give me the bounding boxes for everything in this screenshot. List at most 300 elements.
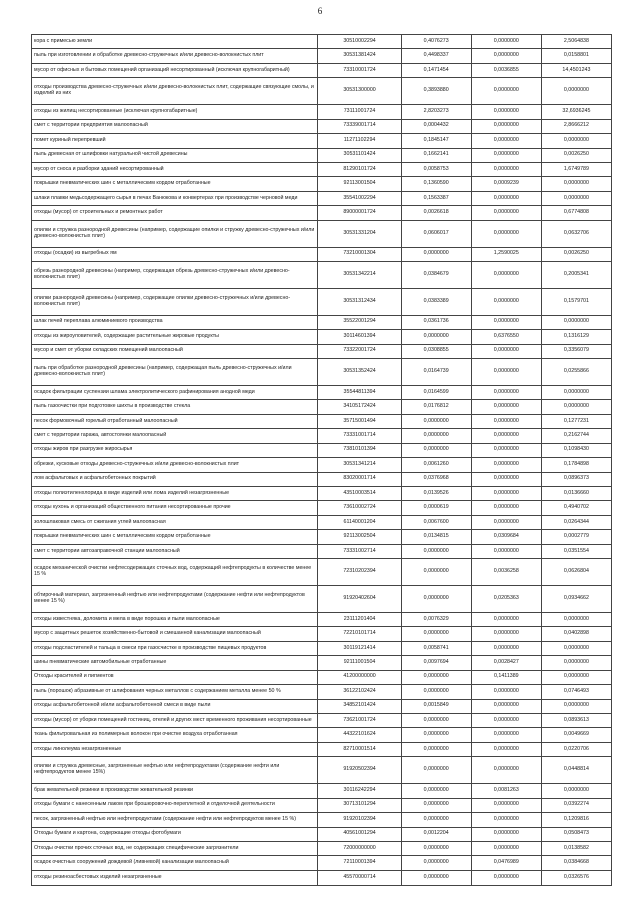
quantity-cell-2: 0,0000000 bbox=[471, 827, 541, 841]
quantity-cell-3: 0,3356079 bbox=[541, 344, 611, 358]
waste-code-cell: 35522001294 bbox=[318, 315, 401, 329]
table-row bbox=[32, 247, 612, 261]
quantity-cell-1: 0,0000000 bbox=[401, 414, 471, 428]
table-row bbox=[32, 486, 612, 500]
waste-name-cell: Отходы очистки прочих сточных вод, не содержащих специфические загрязнители bbox=[32, 841, 318, 855]
quantity-cell-1: 0,4076273 bbox=[401, 35, 471, 49]
quantity-cell-3: 32,6936245 bbox=[541, 105, 611, 119]
table-row bbox=[32, 728, 612, 742]
quantity-cell-1: 0,1563387 bbox=[401, 191, 471, 205]
quantity-cell-3: 0,0136660 bbox=[541, 486, 611, 500]
waste-code-cell: 92113001504 bbox=[318, 177, 401, 191]
quantity-cell-2: 0,0000000 bbox=[471, 206, 541, 220]
waste-code-cell: 72310202394 bbox=[318, 559, 401, 586]
quantity-cell-3: 0,0000000 bbox=[541, 385, 611, 399]
quantity-cell-3: 0,0000000 bbox=[541, 177, 611, 191]
quantity-cell-1: 0,0000000 bbox=[401, 841, 471, 855]
waste-name-cell: ткань фильтровальная из полимерных волокон при очистке воздуха отработанная bbox=[32, 728, 318, 742]
quantity-cell-1: 0,0376968 bbox=[401, 472, 471, 486]
table-row bbox=[32, 458, 612, 472]
table-row bbox=[32, 515, 612, 529]
waste-name-cell: осадок фильтрации суспензии шлама электролитического рафинирования анодной меди bbox=[32, 385, 318, 399]
quantity-cell-2: 0,0000000 bbox=[471, 358, 541, 385]
quantity-cell-2: 0,0000000 bbox=[471, 315, 541, 329]
quantity-cell-1: 2,8203273 bbox=[401, 105, 471, 119]
waste-code-cell: 30114601394 bbox=[318, 330, 401, 344]
waste-code-cell: 23111201404 bbox=[318, 612, 401, 626]
quantity-cell-2: 0,0000000 bbox=[471, 813, 541, 827]
waste-name-cell: отходы линолеума незагрязненные bbox=[32, 742, 318, 756]
table-row bbox=[32, 586, 612, 613]
table-row bbox=[32, 177, 612, 191]
quantity-cell-2: 0,0000000 bbox=[471, 78, 541, 105]
quantity-cell-2: 0,6376550 bbox=[471, 330, 541, 344]
quantity-cell-1: 0,0000000 bbox=[401, 443, 471, 457]
waste-name-cell: брак жевательной резинки в производстве жевательной резинки bbox=[32, 784, 318, 798]
waste-code-cell: 36122102424 bbox=[318, 685, 401, 699]
quantity-cell-3: 0,0000000 bbox=[541, 784, 611, 798]
quantity-cell-3: 0,0326576 bbox=[541, 870, 611, 885]
waste-name-cell: отходы подсластителей и тальца в смеси при газосчистке в производстве пищевых продуктов bbox=[32, 641, 318, 655]
quantity-cell-2: 0,0000000 bbox=[471, 612, 541, 626]
waste-name-cell: обрезки, кусковые отходы древесно-стружечных и/или древесно-волокнистых плит bbox=[32, 458, 318, 472]
waste-name-cell: шлаки плавки медьсодержащего сырья в печах Ванюкова и конвертерах при производстве черновой меди bbox=[32, 191, 318, 205]
table-row bbox=[32, 429, 612, 443]
quantity-cell-2: 0,0000000 bbox=[471, 870, 541, 885]
quantity-cell-1: 0,0000000 bbox=[401, 247, 471, 261]
page-number: 6 bbox=[317, 6, 323, 16]
table-row bbox=[32, 841, 612, 855]
waste-name-cell: Отходы красителей и пигментов bbox=[32, 670, 318, 684]
table-row bbox=[32, 544, 612, 558]
waste-code-cell: 30116242294 bbox=[318, 784, 401, 798]
quantity-cell-1: 0,0058753 bbox=[401, 162, 471, 176]
waste-name-cell: осадок механической очистки нефтесодержащих сточных вод, содержащий нефтепродукты в количестве менее 15 % bbox=[32, 559, 318, 586]
table-row bbox=[32, 443, 612, 457]
waste-code-cell: 73610002724 bbox=[318, 501, 401, 515]
quantity-cell-2: 0,0000000 bbox=[471, 148, 541, 162]
waste-code-cell: 35544811394 bbox=[318, 385, 401, 399]
quantity-cell-1: 0,1845147 bbox=[401, 134, 471, 148]
waste-name-cell: осадок очистных сооружений дождевой (ливневой) канализации малоопасный bbox=[32, 856, 318, 870]
quantity-cell-3: 0,0002779 bbox=[541, 530, 611, 544]
waste-code-cell: 73322001724 bbox=[318, 344, 401, 358]
quantity-cell-3: 0,0026250 bbox=[541, 247, 611, 261]
quantity-cell-1: 0,0061260 bbox=[401, 458, 471, 472]
waste-code-cell: 35541002294 bbox=[318, 191, 401, 205]
quantity-cell-2: 0,0000000 bbox=[471, 685, 541, 699]
quantity-cell-3: 0,0392274 bbox=[541, 798, 611, 812]
waste-code-cell: 30531341214 bbox=[318, 458, 401, 472]
table-row bbox=[32, 148, 612, 162]
quantity-cell-2: 0,0000000 bbox=[471, 641, 541, 655]
waste-code-cell: 83020001714 bbox=[318, 472, 401, 486]
waste-code-cell: 73111001724 bbox=[318, 105, 401, 119]
waste-name-cell: отходы полиэтиленхлорида в виде изделий или лома изделий незагрязненные bbox=[32, 486, 318, 500]
quantity-cell-3: 0,1316129 bbox=[541, 330, 611, 344]
waste-name-cell: обтирочный материал, загрязненный нефтью или нефтепродуктами (содержание нефти или нефтепродуктов менее 15 %) bbox=[32, 586, 318, 613]
waste-code-cell: 73621001724 bbox=[318, 713, 401, 727]
quantity-cell-3: 0,0448814 bbox=[541, 757, 611, 784]
quantity-cell-2: 0,0000000 bbox=[471, 49, 541, 63]
waste-name-cell: отходы из жилищ несортированные (исключая крупногабаритные) bbox=[32, 105, 318, 119]
quantity-cell-3: 0,0893613 bbox=[541, 713, 611, 727]
quantity-cell-3: 0,1209816 bbox=[541, 813, 611, 827]
table-row bbox=[32, 262, 612, 289]
waste-code-cell: 73310001724 bbox=[318, 63, 401, 77]
table-row bbox=[32, 742, 612, 756]
waste-name-cell: отходы жиров при разгрузке жиросырья bbox=[32, 443, 318, 457]
table-row bbox=[32, 105, 612, 119]
quantity-cell-3: 0,0746493 bbox=[541, 685, 611, 699]
quantity-cell-3: 0,0000000 bbox=[541, 699, 611, 713]
table-row bbox=[32, 856, 612, 870]
quantity-cell-1: 0,0000000 bbox=[401, 330, 471, 344]
quantity-cell-1: 0,0000000 bbox=[401, 798, 471, 812]
table-row bbox=[32, 612, 612, 626]
waste-code-cell: 73339001714 bbox=[318, 119, 401, 133]
table-row bbox=[32, 798, 612, 812]
quantity-cell-1: 0,0000000 bbox=[401, 670, 471, 684]
waste-name-cell: песок, загрязненный нефтью или нефтепродуктами (содержание нефти или нефтепродуктов менее 15 %) bbox=[32, 813, 318, 827]
quantity-cell-1: 0,0000000 bbox=[401, 713, 471, 727]
quantity-cell-1: 0,0058741 bbox=[401, 641, 471, 655]
quantity-cell-1: 0,0067600 bbox=[401, 515, 471, 529]
quantity-cell-2: 0,0036855 bbox=[471, 63, 541, 77]
quantity-cell-2: 0,0000000 bbox=[471, 429, 541, 443]
waste-name-cell: опилки и стружка разнородной древесины (например, содержащие опилки и стружку древесно-стружечных и/или древесно-волокнистых плит) bbox=[32, 220, 318, 247]
quantity-cell-1: 0,0384679 bbox=[401, 262, 471, 289]
waste-code-cell: 81290101724 bbox=[318, 162, 401, 176]
table-row bbox=[32, 220, 612, 247]
quantity-cell-1: 0,0000000 bbox=[401, 544, 471, 558]
quantity-cell-3: 0,0934662 bbox=[541, 586, 611, 613]
quantity-cell-2: 0,0081263 bbox=[471, 784, 541, 798]
waste-code-cell: 40561001294 bbox=[318, 827, 401, 841]
quantity-cell-1: 0,1360590 bbox=[401, 177, 471, 191]
quantity-cell-2: 0,0000000 bbox=[471, 699, 541, 713]
waste-name-cell: обрезь разнородной древесины (например, содержащая обрезь древесно-стружечных и/или древесно-волокнистых плит) bbox=[32, 262, 318, 289]
table-row bbox=[32, 134, 612, 148]
quantity-cell-2: 0,0205363 bbox=[471, 586, 541, 613]
waste-code-cell: 30713101294 bbox=[318, 798, 401, 812]
quantity-cell-3: 0,0026250 bbox=[541, 148, 611, 162]
waste-code-cell: 30531101424 bbox=[318, 148, 401, 162]
waste-code-cell: 30531331204 bbox=[318, 220, 401, 247]
waste-code-cell: 72210101714 bbox=[318, 627, 401, 641]
quantity-cell-1: 0,0000000 bbox=[401, 728, 471, 742]
table-row bbox=[32, 641, 612, 655]
quantity-cell-3: 0,0896373 bbox=[541, 472, 611, 486]
quantity-cell-1: 0,0000000 bbox=[401, 586, 471, 613]
quantity-cell-1: 0,1471454 bbox=[401, 63, 471, 77]
quantity-cell-2: 0,0036258 bbox=[471, 559, 541, 586]
quantity-cell-3: 0,0508473 bbox=[541, 827, 611, 841]
table-row bbox=[32, 35, 612, 49]
table-row bbox=[32, 206, 612, 220]
waste-code-cell: 91920102394 bbox=[318, 813, 401, 827]
quantity-cell-2: 0,0000000 bbox=[471, 757, 541, 784]
table-row bbox=[32, 119, 612, 133]
quantity-cell-2: 0,0000000 bbox=[471, 400, 541, 414]
table-row bbox=[32, 330, 612, 344]
waste-name-cell: покрышки пневматических шин с металлическим кордом отработанные bbox=[32, 530, 318, 544]
table-row bbox=[32, 713, 612, 727]
waste-name-cell: пыль древесная от шлифовки натуральной чистой древесины bbox=[32, 148, 318, 162]
waste-code-cell: 35715001494 bbox=[318, 414, 401, 428]
quantity-cell-2: 0,0476989 bbox=[471, 856, 541, 870]
table-row bbox=[32, 784, 612, 798]
waste-name-cell: отходы (осадки) из выгребных ям bbox=[32, 247, 318, 261]
quantity-cell-1: 0,0139526 bbox=[401, 486, 471, 500]
quantity-cell-2: 0,0000000 bbox=[471, 742, 541, 756]
quantity-cell-3: 2,5064838 bbox=[541, 35, 611, 49]
quantity-cell-2: 0,0000000 bbox=[471, 119, 541, 133]
waste-name-cell: отходы производства древесно-стружечных и/или древесно-волокнистых плит, содержащие связующие смолы, и изделий из них bbox=[32, 78, 318, 105]
waste-name-cell: пыль при обработке разнородной древесины (например, содержащая пыль древесно-стружечных и/или древесно-волокнистых плит) bbox=[32, 358, 318, 385]
waste-name-cell: шины пневматические автомобильные отработанные bbox=[32, 656, 318, 670]
waste-name-cell: песок формовочный горелый отработанный малоопасный bbox=[32, 414, 318, 428]
waste-name-cell: мусор от офисных и бытовых помещений организаций несортированный (исключая крупногабаритный) bbox=[32, 63, 318, 77]
quantity-cell-3: 0,0000000 bbox=[541, 78, 611, 105]
quantity-cell-1: 0,0004432 bbox=[401, 119, 471, 133]
table-row bbox=[32, 627, 612, 641]
quantity-cell-1: 0,0000000 bbox=[401, 627, 471, 641]
quantity-cell-2: 0,0000000 bbox=[471, 728, 541, 742]
waste-code-cell: 30119121414 bbox=[318, 641, 401, 655]
quantity-cell-3: 2,8666212 bbox=[541, 119, 611, 133]
quantity-cell-3: 0,0000000 bbox=[541, 656, 611, 670]
quantity-cell-2: 0,0000000 bbox=[471, 627, 541, 641]
waste-code-cell: 30531300000 bbox=[318, 78, 401, 105]
quantity-cell-2: 0,0000000 bbox=[471, 105, 541, 119]
quantity-cell-1: 0,0361736 bbox=[401, 315, 471, 329]
table-row bbox=[32, 813, 612, 827]
quantity-cell-1: 0,0000000 bbox=[401, 685, 471, 699]
table-row bbox=[32, 656, 612, 670]
quantity-cell-1: 0,0012204 bbox=[401, 827, 471, 841]
waste-name-cell: смет с территории предприятия малоопасный bbox=[32, 119, 318, 133]
waste-code-cell: 30531312434 bbox=[318, 288, 401, 315]
table-row bbox=[32, 400, 612, 414]
waste-code-cell: 73810101394 bbox=[318, 443, 401, 457]
waste-code-cell: 34105172424 bbox=[318, 400, 401, 414]
quantity-cell-3: 0,0000000 bbox=[541, 134, 611, 148]
waste-code-cell: 89000001724 bbox=[318, 206, 401, 220]
waste-code-cell: 73331002714 bbox=[318, 544, 401, 558]
quantity-cell-3: 0,0049669 bbox=[541, 728, 611, 742]
quantity-cell-1: 0,3893880 bbox=[401, 78, 471, 105]
waste-name-cell: отходы кухонь и организаций общественного питания несортированные прочие bbox=[32, 501, 318, 515]
waste-name-cell: отходы известняка, доломита и мела в виде порошка и пыли малоопасные bbox=[32, 612, 318, 626]
waste-name-cell: смет с территории гаража, автостоянки малоопасный bbox=[32, 429, 318, 443]
waste-table bbox=[31, 34, 612, 886]
quantity-cell-1: 0,0000000 bbox=[401, 559, 471, 586]
quantity-cell-2: 0,0000000 bbox=[471, 544, 541, 558]
quantity-cell-2: 0,0000000 bbox=[471, 191, 541, 205]
waste-code-cell: 91920502394 bbox=[318, 757, 401, 784]
waste-name-cell: кора с примесью земли bbox=[32, 35, 318, 49]
waste-name-cell: покрышки пневматических шин с металлическим кордом отработанные bbox=[32, 177, 318, 191]
waste-name-cell: пыль при изготовлении и обработке древесно-стружечных и/или древесно-волокнистых плит bbox=[32, 49, 318, 63]
table-row bbox=[32, 358, 612, 385]
quantity-cell-2: 0,0000000 bbox=[471, 841, 541, 855]
quantity-cell-2: 1,2590025 bbox=[471, 247, 541, 261]
quantity-cell-3: 0,0351554 bbox=[541, 544, 611, 558]
table-row bbox=[32, 315, 612, 329]
quantity-cell-2: 0,0000000 bbox=[471, 262, 541, 289]
quantity-cell-1: 0,0134815 bbox=[401, 530, 471, 544]
quantity-cell-3: 0,0402898 bbox=[541, 627, 611, 641]
table-row bbox=[32, 827, 612, 841]
quantity-cell-1: 0,0015849 bbox=[401, 699, 471, 713]
waste-name-cell: отходы резиноасбестовых изделий незагрязненные bbox=[32, 870, 318, 885]
quantity-cell-3: 0,0000000 bbox=[541, 315, 611, 329]
waste-name-cell: мусор и смет от уборки складских помещений малоопасный bbox=[32, 344, 318, 358]
quantity-cell-1: 0,0000000 bbox=[401, 856, 471, 870]
waste-code-cell: 92113002504 bbox=[318, 530, 401, 544]
quantity-cell-3: 0,1579701 bbox=[541, 288, 611, 315]
waste-name-cell: лом асфальтовых и асфальтобетонных покрытий bbox=[32, 472, 318, 486]
waste-name-cell: опилки разнородной древесины (например, содержащие опилки древесно-стружечных и/или древесно-волокнистых плит) bbox=[32, 288, 318, 315]
waste-name-cell: отходы (мусор) от строительных и ремонтных работ bbox=[32, 206, 318, 220]
quantity-cell-1: 0,0164599 bbox=[401, 385, 471, 399]
waste-name-cell: пыль газоочистки при подготовке шихты в производстве стекла bbox=[32, 400, 318, 414]
waste-code-cell: 30531342214 bbox=[318, 262, 401, 289]
quantity-cell-2: 0,0000000 bbox=[471, 220, 541, 247]
quantity-cell-2: 0,0000000 bbox=[471, 501, 541, 515]
table-row bbox=[32, 385, 612, 399]
waste-name-cell: пыль (порошок) абразивные от шлифования черных металлов с содержанием металла менее 50 % bbox=[32, 685, 318, 699]
waste-name-cell: помет куриный перепревший bbox=[32, 134, 318, 148]
table-row bbox=[32, 757, 612, 784]
quantity-cell-3: 0,1098430 bbox=[541, 443, 611, 457]
waste-code-cell: 30510002294 bbox=[318, 35, 401, 49]
quantity-cell-3: 0,4940702 bbox=[541, 501, 611, 515]
table-row bbox=[32, 870, 612, 885]
quantity-cell-2: 0,0000000 bbox=[471, 385, 541, 399]
table-row bbox=[32, 559, 612, 586]
quantity-cell-3: 0,0000000 bbox=[541, 612, 611, 626]
quantity-cell-2: 0,0000000 bbox=[471, 713, 541, 727]
waste-code-cell: 72110001394 bbox=[318, 856, 401, 870]
waste-code-cell: 11271102294 bbox=[318, 134, 401, 148]
waste-name-cell: Отходы бумаги и картона, содержащие отходы фотобумаги bbox=[32, 827, 318, 841]
quantity-cell-3: 0,0000000 bbox=[541, 670, 611, 684]
waste-code-cell: 34852101424 bbox=[318, 699, 401, 713]
quantity-cell-1: 0,0308855 bbox=[401, 344, 471, 358]
quantity-cell-3: 0,0626804 bbox=[541, 559, 611, 586]
quantity-cell-1: 0,0000000 bbox=[401, 813, 471, 827]
quantity-cell-3: 0,6774808 bbox=[541, 206, 611, 220]
quantity-cell-1: 0,0606017 bbox=[401, 220, 471, 247]
table-row bbox=[32, 685, 612, 699]
quantity-cell-1: 0,0000000 bbox=[401, 742, 471, 756]
quantity-cell-3: 0,2005341 bbox=[541, 262, 611, 289]
quantity-cell-3: 0,2162744 bbox=[541, 429, 611, 443]
table-body bbox=[32, 35, 612, 886]
quantity-cell-2: 0,0000000 bbox=[471, 162, 541, 176]
quantity-cell-1: 0,0000619 bbox=[401, 501, 471, 515]
quantity-cell-1: 0,0383389 bbox=[401, 288, 471, 315]
table-row bbox=[32, 288, 612, 315]
quantity-cell-3: 0,0000000 bbox=[541, 641, 611, 655]
quantity-cell-1: 0,0000000 bbox=[401, 429, 471, 443]
quantity-cell-3: 0,0220706 bbox=[541, 742, 611, 756]
waste-name-cell: отходы бумаги с нанесенным лаком при брошюровочно-переплетной и отделочной деятельности bbox=[32, 798, 318, 812]
waste-name-cell: опилки и стружка древесные, загрязненные нефтью или нефтепродуктами (содержание нефти или нефтепродуктов менее 15%) bbox=[32, 757, 318, 784]
quantity-cell-1: 0,4498337 bbox=[401, 49, 471, 63]
quantity-cell-2: 0,0000000 bbox=[471, 35, 541, 49]
quantity-cell-2: 0,0000000 bbox=[471, 472, 541, 486]
quantity-cell-3: 0,0255866 bbox=[541, 358, 611, 385]
table-row bbox=[32, 344, 612, 358]
quantity-cell-1: 0,0026618 bbox=[401, 206, 471, 220]
table-row bbox=[32, 78, 612, 105]
quantity-cell-3: 0,0000000 bbox=[541, 191, 611, 205]
waste-code-cell: 61140001204 bbox=[318, 515, 401, 529]
quantity-cell-2: 0,0000000 bbox=[471, 443, 541, 457]
quantity-cell-2: 0,0000000 bbox=[471, 344, 541, 358]
quantity-cell-1: 0,0097694 bbox=[401, 656, 471, 670]
quantity-cell-2: 0,1411389 bbox=[471, 670, 541, 684]
quantity-cell-3: 0,0138582 bbox=[541, 841, 611, 855]
quantity-cell-3: 0,1277231 bbox=[541, 414, 611, 428]
waste-name-cell: мусор от сноса и разборки зданий несортированный bbox=[32, 162, 318, 176]
waste-code-cell: 41200000000 bbox=[318, 670, 401, 684]
waste-name-cell: отходы (мусор) от уборки помещений гостиниц, отелей и других мест временного проживания несортированные bbox=[32, 713, 318, 727]
waste-code-cell: 30531381424 bbox=[318, 49, 401, 63]
waste-code-cell: 73331001714 bbox=[318, 429, 401, 443]
quantity-cell-3: 0,0158801 bbox=[541, 49, 611, 63]
waste-code-cell: 45570000714 bbox=[318, 870, 401, 885]
quantity-cell-3: 0,1784898 bbox=[541, 458, 611, 472]
quantity-cell-1: 0,0076329 bbox=[401, 612, 471, 626]
table-row bbox=[32, 670, 612, 684]
quantity-cell-3: 14,4501243 bbox=[541, 63, 611, 77]
waste-code-cell: 92111001504 bbox=[318, 656, 401, 670]
table-row bbox=[32, 699, 612, 713]
table-row bbox=[32, 530, 612, 544]
quantity-cell-2: 0,0000000 bbox=[471, 458, 541, 472]
table-row bbox=[32, 414, 612, 428]
quantity-cell-3: 1,6749789 bbox=[541, 162, 611, 176]
waste-name-cell: отходы асфальтобетонной и/или асфальтобетонной смеси в виде пыли bbox=[32, 699, 318, 713]
quantity-cell-2: 0,0028427 bbox=[471, 656, 541, 670]
waste-code-cell: 72000000000 bbox=[318, 841, 401, 855]
quantity-cell-2: 0,0000000 bbox=[471, 134, 541, 148]
quantity-cell-2: 0,0000000 bbox=[471, 414, 541, 428]
waste-code-cell: 73210001304 bbox=[318, 247, 401, 261]
waste-code-cell: 82710001514 bbox=[318, 742, 401, 756]
quantity-cell-2: 0,0309684 bbox=[471, 530, 541, 544]
quantity-cell-3: 0,0264344 bbox=[541, 515, 611, 529]
waste-code-cell: 44322101624 bbox=[318, 728, 401, 742]
quantity-cell-1: 0,1662141 bbox=[401, 148, 471, 162]
waste-code-cell: 30531352424 bbox=[318, 358, 401, 385]
quantity-cell-2: 0,0000000 bbox=[471, 798, 541, 812]
table-row bbox=[32, 63, 612, 77]
table-row bbox=[32, 501, 612, 515]
quantity-cell-2: 0,0000000 bbox=[471, 486, 541, 500]
quantity-cell-1: 0,0000000 bbox=[401, 757, 471, 784]
waste-name-cell: шлак печей переплава алюминиевого производства bbox=[32, 315, 318, 329]
table-row bbox=[32, 162, 612, 176]
quantity-cell-3: 0,0632706 bbox=[541, 220, 611, 247]
waste-code-cell: 91920402604 bbox=[318, 586, 401, 613]
quantity-cell-1: 0,0000000 bbox=[401, 784, 471, 798]
quantity-cell-1: 0,0000000 bbox=[401, 870, 471, 885]
